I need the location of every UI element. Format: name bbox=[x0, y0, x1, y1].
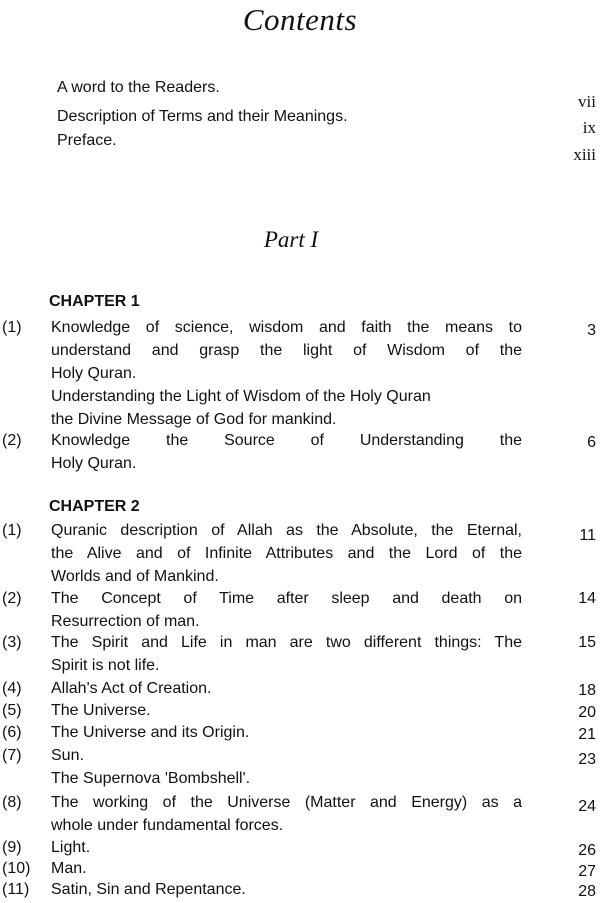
entry-title: Quranic description of Allah as the Absolute, the Eternal, the Alive and of Infinite Attributes and the Lord of the Worlds and of Mankind. bbox=[51, 522, 522, 585]
entry-number: (8) bbox=[2, 794, 22, 811]
front-matter-item: Preface. bbox=[57, 132, 117, 149]
entry-number: (4) bbox=[2, 680, 22, 697]
front-matter-page: xiii bbox=[573, 145, 596, 164]
entry-title: Allah's Act of Creation. bbox=[51, 680, 212, 697]
entry-number: (6) bbox=[2, 724, 22, 741]
entry-page: 26 bbox=[578, 842, 596, 859]
entry-number: (2) bbox=[2, 432, 22, 449]
entry-page: 6 bbox=[587, 434, 596, 451]
entry-page: 21 bbox=[578, 726, 596, 743]
entry-title: The Universe. bbox=[51, 702, 151, 719]
front-matter-page: vii bbox=[578, 92, 596, 111]
entry-number: (1) bbox=[2, 522, 22, 539]
entry-title: Knowledge the Source of Understanding the Holy Quran. bbox=[51, 432, 522, 472]
entry-title: Sun. The Supernova 'Bombshell'. bbox=[51, 747, 251, 787]
entry-page: 14 bbox=[578, 590, 596, 607]
entry-page: 20 bbox=[578, 704, 596, 721]
entry-title: Man. bbox=[51, 860, 87, 877]
entry-page: 23 bbox=[578, 751, 596, 768]
entry-page: 3 bbox=[587, 322, 596, 339]
entry-page: 15 bbox=[578, 634, 596, 651]
chapter-heading: CHAPTER 1 bbox=[49, 293, 140, 310]
front-matter-item: A word to the Readers. bbox=[57, 79, 220, 96]
front-matter-item: Description of Terms and their Meanings. bbox=[57, 108, 348, 125]
entry-page: 11 bbox=[579, 527, 596, 544]
chapter-heading: CHAPTER 2 bbox=[49, 498, 140, 515]
entry-title: Light. bbox=[51, 839, 91, 856]
page-title: Contents bbox=[242, 2, 358, 37]
entry-title: The working of the Universe (Matter and Energy) as a whole under fundamental forces. bbox=[51, 794, 522, 834]
entry-title: Knowledge of science, wisdom and faith the means to understand and grasp the light of Wisdom of the Holy Quran. Understanding the Light of Wisdom of the Holy Quran the Divine Message of God for mankind. bbox=[51, 319, 522, 428]
front-matter-page: ix bbox=[582, 118, 596, 137]
part-heading: Part I bbox=[263, 227, 319, 252]
entry-page: 28 bbox=[578, 883, 596, 900]
entry-number: (5) bbox=[2, 702, 22, 719]
entry-page: 27 bbox=[578, 863, 596, 880]
entry-number: (9) bbox=[2, 839, 22, 856]
entry-number: (10) bbox=[2, 860, 31, 877]
entry-page: 24 bbox=[578, 798, 596, 815]
entry-number: (1) bbox=[2, 319, 22, 336]
entry-number: (2) bbox=[2, 590, 22, 607]
entry-page: 18 bbox=[578, 682, 596, 699]
entry-title: The Concept of Time after sleep and death on Resurrection of man. bbox=[51, 590, 522, 630]
entry-title: The Spirit and Life in man are two different things: The Spirit is not life. bbox=[51, 634, 522, 674]
entry-title: The Universe and its Origin. bbox=[51, 724, 250, 741]
entry-number: (7) bbox=[2, 747, 22, 764]
entry-title: Satin, Sin and Repentance. bbox=[51, 881, 246, 898]
entry-number: (11) bbox=[2, 881, 30, 898]
entry-number: (3) bbox=[2, 634, 22, 651]
